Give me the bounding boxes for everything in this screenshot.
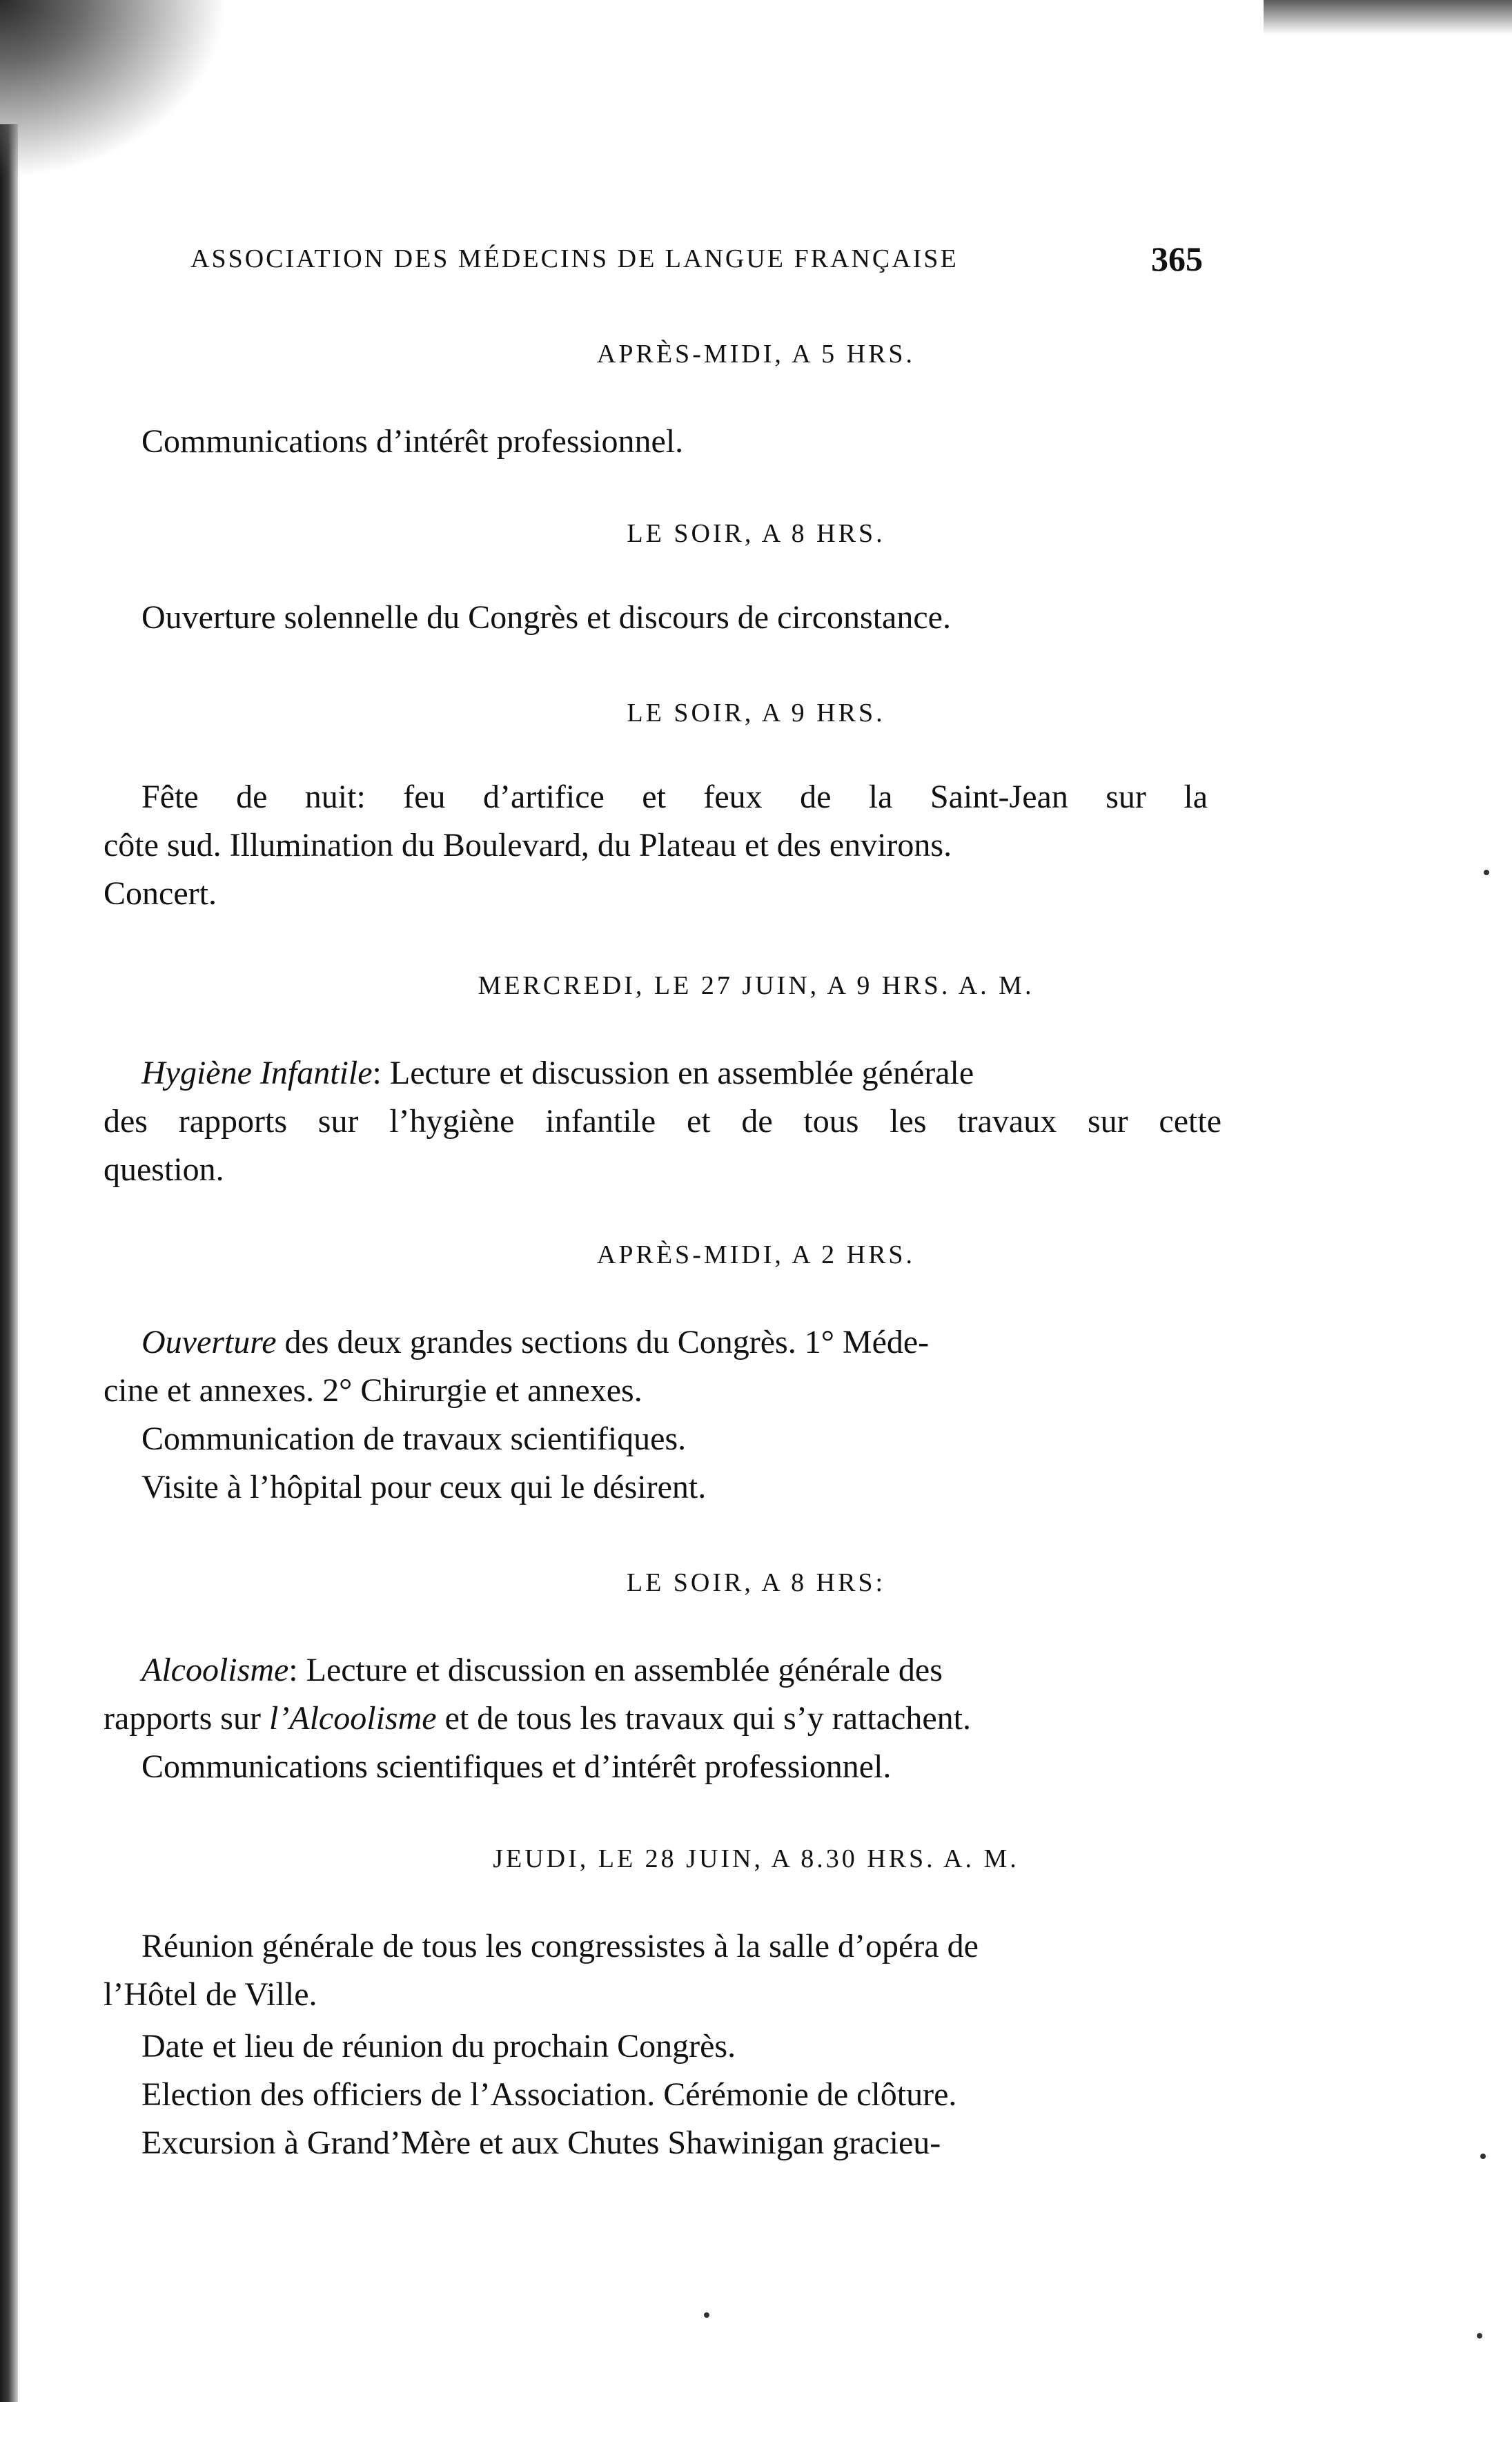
body-line xyxy=(141,1322,929,1363)
body-line: Concert. xyxy=(104,875,217,912)
body-line: côte sud. Illumination du Boulevard, du Plateau et des environs. xyxy=(104,827,952,863)
italic-topic: Ouverture xyxy=(141,1324,277,1360)
body-line: l’Hôtel de Ville. xyxy=(104,1976,317,2013)
body-line: question. xyxy=(104,1151,224,1188)
body-text: rapports sur xyxy=(104,1700,269,1737)
body-line: Ouverture solennelle du Congrès et discours de circonstance. xyxy=(141,599,951,636)
section-heading: APRÈS-MIDI, A 5 HRS. xyxy=(596,340,916,369)
body-text: et de tous les travaux qui s’y rattachent. xyxy=(436,1700,971,1737)
section-heading: LE SOIR, A 8 HRS. xyxy=(627,519,885,548)
body-line: cine et annexes. 2° Chirurgie et annexes. xyxy=(104,1372,642,1409)
body-text: des deux grandes sections du Congrès. 1° Méde- xyxy=(276,1324,930,1360)
body-line: des rapports sur l’hygiène infantile et de tous les travaux sur cette xyxy=(104,1103,1221,1140)
body-line: Date et lieu de réunion du prochain Congrès. xyxy=(141,2028,736,2064)
scan-speck xyxy=(1477,2333,1482,2339)
scan-speck xyxy=(704,2312,709,2318)
body-line xyxy=(141,1053,974,1094)
body-line: Visite à l’hôpital pour ceux qui le désirent. xyxy=(141,1469,707,1505)
scan-corner-shadow xyxy=(1264,0,1512,35)
body-text: : Lecture et discussion en assemblée générale des xyxy=(288,1652,943,1688)
scan-speck xyxy=(1484,870,1489,875)
body-line: Fête de nuit: feu d’artifice et feux de la Saint-Jean sur la xyxy=(141,779,1208,815)
section-heading: LE SOIR, A 9 HRS. xyxy=(627,699,885,728)
body-text: : Lecture et discussion en assemblée générale xyxy=(372,1055,974,1091)
binding-shadow-top xyxy=(0,0,228,179)
body-line: Excursion à Grand’Mère et aux Chutes Shawinigan gracieu- xyxy=(141,2125,941,2161)
body-line: Réunion générale de tous les congressistes à la salle d’opéra de xyxy=(141,1928,979,1964)
running-title: ASSOCIATION DES MÉDECINS DE LANGUE FRANÇAISE xyxy=(190,244,959,273)
italic-topic: Hygiène Infantile xyxy=(141,1055,373,1091)
page-number: 365 xyxy=(1151,240,1203,278)
body-line: Communications d’intérêt professionnel. xyxy=(141,423,684,460)
body-line xyxy=(104,1698,971,1739)
section-heading: APRÈS-MIDI, A 2 HRS. xyxy=(596,1240,916,1269)
italic-topic: Alcoolisme xyxy=(141,1652,289,1688)
body-line: Communication de travaux scientifiques. xyxy=(141,1421,687,1457)
body-line xyxy=(141,1650,943,1691)
section-heading: MERCREDI, LE 27 JUIN, A 9 HRS. A. M. xyxy=(478,971,1034,1000)
section-heading: LE SOIR, A 8 HRS: xyxy=(626,1568,886,1597)
scan-speck xyxy=(1480,2154,1486,2159)
body-line: Election des officiers de l’Association. Cérémonie de clôture. xyxy=(141,2076,957,2113)
section-heading: JEUDI, LE 28 JUIN, A 8.30 HRS. A. M. xyxy=(493,1844,1019,1873)
body-line: Communications scientifiques et d’intérêt professionnel. xyxy=(141,1748,892,1785)
italic-term: l’Alcoolisme xyxy=(268,1700,437,1737)
